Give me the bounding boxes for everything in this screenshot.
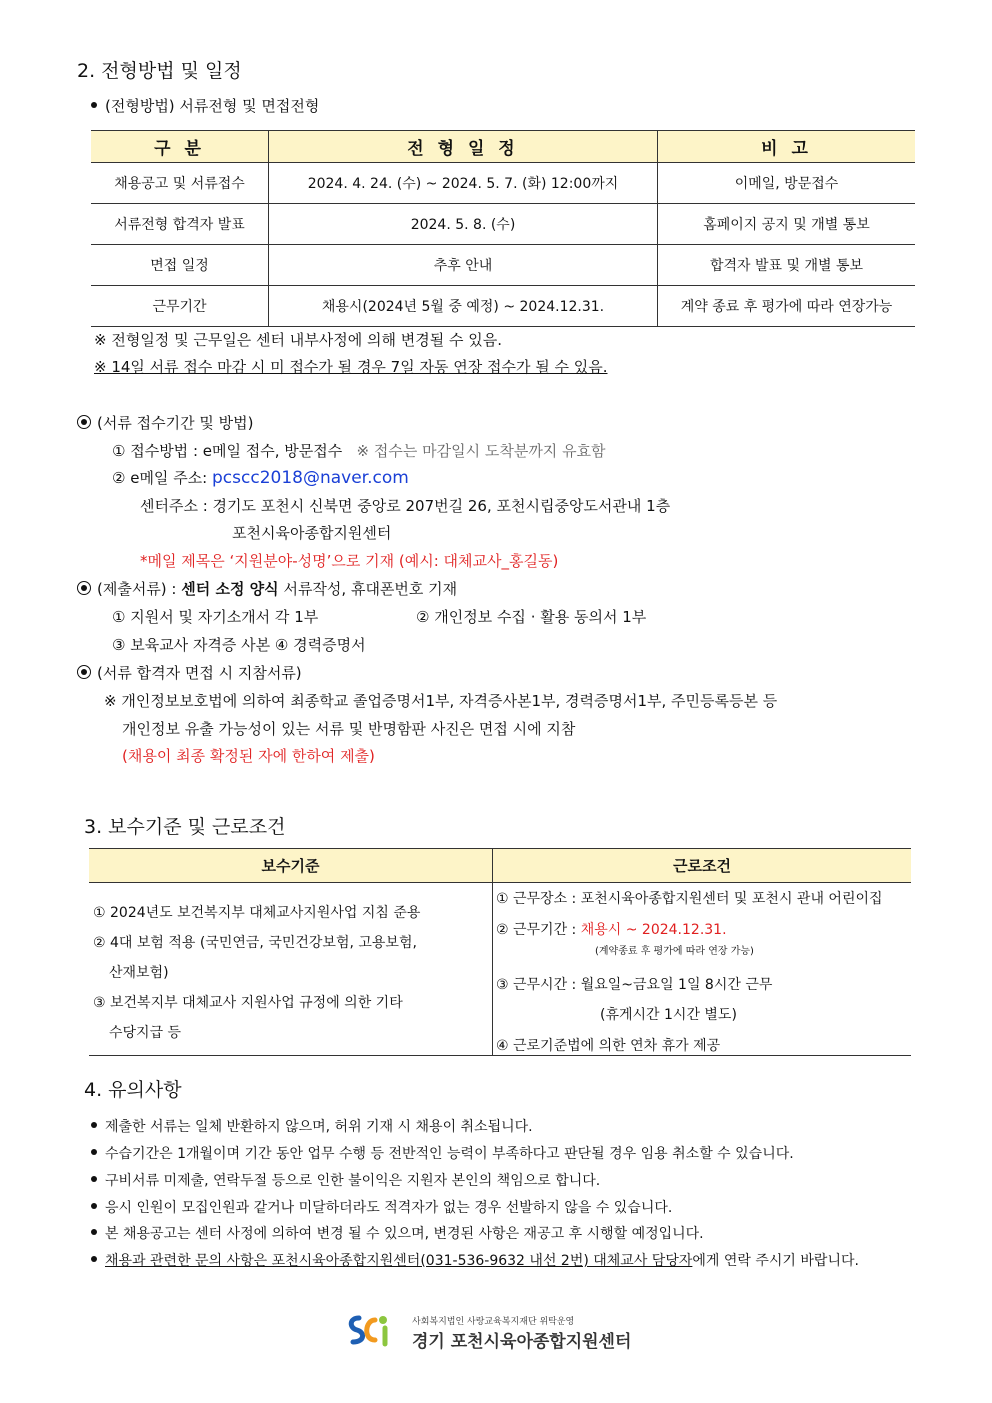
schedule-cell: 면접 일정 — [91, 245, 269, 286]
submit-title-pre: (제출서류) : — [97, 580, 177, 598]
center-logo-icon — [345, 1310, 391, 1352]
schedule-cell: 채용시(2024년 5월 중 예정) ~ 2024.12.31. — [269, 286, 658, 327]
pay-line: ① 2024년도 보건복지부 대체교사지원사업 지침 준용 — [93, 905, 421, 921]
work-leave: ④ 근로기준법에 의한 연차 휴가 제공 — [496, 1038, 721, 1054]
notice-item — [91, 1223, 704, 1243]
schedule-cell: 추후 안내 — [269, 245, 658, 286]
work-place: ① 근무장소 : 포천시육아종합지원센터 및 포천시 관내 어린이집 — [496, 891, 883, 907]
work-period-label: ② 근무기간 : — [496, 922, 577, 938]
email-label: ② e메일 주소: — [112, 469, 208, 487]
bullet-icon — [91, 1122, 97, 1128]
notice-text: 구비서류 미제출, 연락두절 등으로 인한 불이익은 지원자 본인의 책임으로 합니다. — [105, 1173, 601, 1189]
bullet-icon — [91, 102, 97, 108]
schedule-cell: 서류전형 합격자 발표 — [91, 204, 269, 245]
schedule-cell: 2024. 5. 8. (수) — [269, 204, 658, 245]
receipt-deadline-note: ※ 접수는 마감일시 도착분까지 유효함 — [356, 442, 606, 460]
footer-sub-text: 사회복지법인 사랑교육복지재단 위탁운영 — [412, 1317, 575, 1327]
interview-line-3: (채용이 최종 확정된 자에 한하여 제출) — [122, 747, 375, 765]
receipt-title — [77, 412, 253, 433]
schedule-header-category: 구 분 — [91, 131, 269, 163]
notice-text: 수습기간은 1개월이며 기간 동안 업무 수행 등 전반적인 능력이 부족하다고 판단될 경우 임용 취소할 수 있습니다. — [105, 1146, 794, 1162]
schedule-cell: 계약 종료 후 평가에 따라 연장가능 — [658, 286, 916, 327]
submit-line-1a: ① 지원서 및 자기소개서 각 1부 — [112, 608, 319, 626]
work-period-note: (계약종료 후 평가에 따라 연장 가능) — [595, 946, 754, 957]
schedule-row — [91, 286, 915, 327]
notice-text: 본 채용공고는 센터 사정에 의하여 변경 될 수 있으며, 변경된 사항은 재공고 후 시행할 예정입니다. — [105, 1226, 704, 1242]
notice-item — [91, 1143, 794, 1163]
notice-text: 응시 인원이 모집인원과 같거나 미달하더라도 적격자가 없는 경우 선발하지 않을 수 있습니다. — [105, 1200, 673, 1216]
interview-line-1: ※ 개인정보보호법에 의하여 최종학교 졸업증명서1부, 자격증사본1부, 경력증명서1부, 주민등록등본 등 — [104, 692, 778, 710]
fisheye-bullet-icon — [77, 581, 91, 595]
schedule-header-remark: 비 고 — [658, 131, 916, 163]
notice-item — [91, 1197, 672, 1217]
schedule-note-2: ※ 14일 서류 접수 마감 시 미 접수가 될 경우 7일 자동 연장 접수가 될 수 있음. — [94, 358, 608, 376]
pay-line: 수당지급 등 — [109, 1025, 182, 1041]
interview-line-2: 개인정보 유출 가능성이 있는 서류 및 반명함판 사진은 면접 시에 지참 — [122, 720, 576, 738]
notice-item — [91, 1170, 600, 1190]
schedule-note-1: ※ 전형일정 및 근무일은 센터 내부사정에 의해 변경될 수 있음. — [94, 331, 503, 349]
pay-line: ② 4대 보험 적용 (국민연금, 국민건강보험, 고용보험, — [93, 935, 417, 951]
interview-title — [77, 662, 302, 683]
bullet-icon — [91, 1149, 97, 1155]
schedule-header-schedule: 전 형 일 정 — [269, 131, 658, 163]
pay-body-row — [89, 883, 911, 1056]
work-hours: ③ 근무시간 : 월요일~금요일 1일 8시간 근무 — [496, 977, 773, 993]
footer-center-name: 경기 포천시육아종합지원센터 — [412, 1332, 632, 1352]
submit-title-bold: 센터 소정 양식 — [181, 580, 279, 598]
method-text: (전형방법) 서류전형 및 면접전형 — [105, 97, 320, 115]
receipt-item-2 — [112, 467, 409, 488]
notice-item — [91, 1116, 533, 1136]
method-line — [91, 95, 319, 116]
email-address[interactable]: pcscc2018@naver.com — [212, 468, 409, 488]
pay-line: ③ 보건복지부 대체교사 지원사업 규정에 의한 기타 — [93, 995, 403, 1011]
work-break: (휴게시간 1시간 별도) — [600, 1007, 737, 1023]
receipt-item-1 — [112, 440, 606, 461]
notice-item-contact — [91, 1250, 859, 1270]
schedule-cell: 이메일, 방문접수 — [658, 163, 916, 204]
schedule-table — [91, 130, 915, 327]
section-4-title: 4. 유의사항 — [84, 1079, 182, 1101]
receipt-title-text: (서류 접수기간 및 방법) — [97, 414, 254, 432]
interview-title-text: (서류 합격자 면접 시 지참서류) — [97, 664, 302, 682]
schedule-row — [91, 204, 915, 245]
schedule-cell: 2024. 4. 24. (수) ~ 2024. 5. 7. (화) 12:00까지 — [269, 163, 658, 204]
bullet-icon — [91, 1229, 97, 1235]
mail-subject-note: *메일 제목은 ‘지원분야-성명’으로 기재 (예시: 대체교사_홍길동) — [140, 552, 559, 570]
center-address-line-2: 포천시육아종합지원센터 — [232, 524, 392, 542]
schedule-row — [91, 245, 915, 286]
submit-title — [77, 578, 457, 599]
schedule-header-row — [91, 131, 915, 163]
fisheye-bullet-icon — [77, 415, 91, 429]
pay-conditions-table — [89, 848, 911, 1056]
pay-header-row — [89, 849, 911, 883]
section-2-title: 2. 전형방법 및 일정 — [77, 60, 242, 82]
schedule-cell: 합격자 발표 및 개별 통보 — [658, 245, 916, 286]
bullet-icon — [91, 1256, 97, 1262]
schedule-cell: 채용공고 및 서류접수 — [91, 163, 269, 204]
pay-header-standard: 보수기준 — [89, 849, 493, 883]
schedule-row — [91, 163, 915, 204]
center-address-line-1: 센터주소 : 경기도 포천시 신북면 중앙로 207번길 26, 포천시립중앙도서관내 1층 — [140, 497, 671, 515]
section-3-title: 3. 보수기준 및 근로조건 — [84, 816, 286, 838]
pay-header-conditions: 근로조건 — [493, 849, 912, 883]
bullet-icon — [91, 1176, 97, 1182]
work-conditions-cell — [493, 883, 912, 1056]
notice-text: 제출한 서류는 일체 반환하지 않으며, 허위 기재 시 채용이 취소됩니다. — [105, 1119, 533, 1135]
submit-line-2: ③ 보육교사 자격증 사본 ④ 경력증명서 — [112, 636, 366, 654]
schedule-cell: 근무기간 — [91, 286, 269, 327]
submit-title-post: 서류작성, 휴대폰번호 기재 — [283, 580, 458, 598]
pay-standard-cell — [89, 883, 493, 1056]
contact-underlined-text: 채용과 관련한 문의 사항은 포천시육아종합지원센터(031-536-9632 내선 2번) 대체교사 담당자 — [105, 1253, 693, 1269]
schedule-cell: 홈페이지 공지 및 개별 통보 — [658, 204, 916, 245]
fisheye-bullet-icon — [77, 665, 91, 679]
contact-rest-text: 에게 연락 주시기 바랍니다. — [692, 1253, 859, 1269]
receipt-method: ① 접수방법 : e메일 접수, 방문접수 — [112, 442, 343, 460]
work-period-value: 채용시 ~ 2024.12.31. — [580, 922, 727, 938]
work-period — [496, 919, 727, 939]
pay-line: 산재보험) — [109, 965, 169, 981]
submit-line-1b: ② 개인정보 수집 · 활용 동의서 1부 — [416, 608, 647, 626]
bullet-icon — [91, 1203, 97, 1209]
